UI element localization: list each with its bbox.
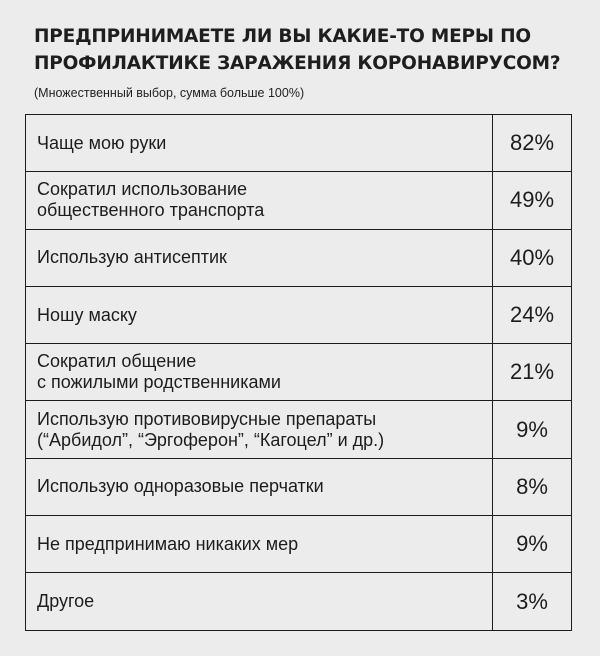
table-row xyxy=(26,458,572,515)
row-percentage: 9% xyxy=(493,401,572,458)
results-table xyxy=(25,114,572,631)
table-row xyxy=(26,172,572,229)
row-label: Использую антисептик xyxy=(26,229,493,286)
table-row xyxy=(26,344,572,401)
multiple-choice-note: (Множественный выбор, сумма больше 100%) xyxy=(34,86,305,100)
table-row xyxy=(26,229,572,286)
table-row xyxy=(26,516,572,573)
row-percentage: 9% xyxy=(493,516,572,573)
table-row xyxy=(26,286,572,343)
row-percentage: 49% xyxy=(493,172,572,229)
row-label: Сократил общение с пожилыми родственниками xyxy=(26,344,493,401)
row-label: Чаще мою руки xyxy=(26,115,493,172)
row-label: Использую противовирусные препараты (“Арбидол”, “Эргоферон”, “Кагоцел” и др.) xyxy=(26,401,493,458)
row-percentage: 3% xyxy=(493,573,572,630)
row-percentage: 82% xyxy=(493,115,572,172)
table-row xyxy=(26,115,572,172)
row-label: Сократил использование общественного транспорта xyxy=(26,172,493,229)
survey-question-heading: ПРЕДПРИНИМАЕТЕ ЛИ ВЫ КАКИЕ-ТО МЕРЫ ПО ПРОФИЛАКТИКЕ ЗАРАЖЕНИЯ КОРОНАВИРУСОМ? xyxy=(34,26,561,74)
row-percentage: 24% xyxy=(493,286,572,343)
row-percentage: 21% xyxy=(493,344,572,401)
row-label: Ношу маску xyxy=(26,286,493,343)
row-label: Другое xyxy=(26,573,493,630)
table-row xyxy=(26,401,572,458)
row-label: Использую одноразовые перчатки xyxy=(26,458,493,515)
table-row xyxy=(26,573,572,630)
row-label: Не предпринимаю никаких мер xyxy=(26,516,493,573)
row-percentage: 40% xyxy=(493,229,572,286)
row-percentage: 8% xyxy=(493,458,572,515)
